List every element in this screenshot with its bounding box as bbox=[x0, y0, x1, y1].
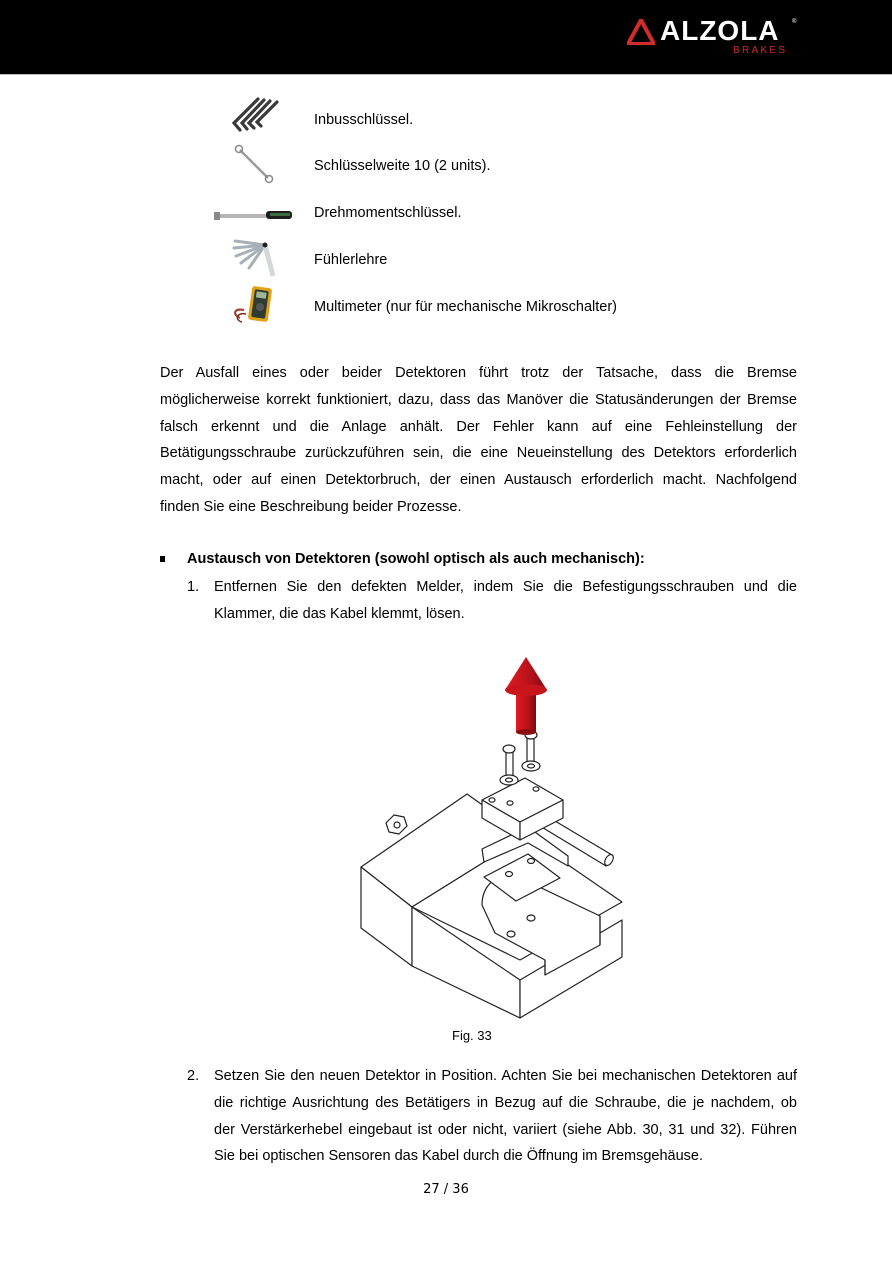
paragraph-line: möglicherweise korrekt funktioniert, dazu, dass das Manöver die Statusänderungen der Bremse bbox=[160, 391, 797, 408]
tool-label: Schlüsselweite 10 (2 units). bbox=[314, 158, 491, 174]
page-header bbox=[0, 0, 892, 74]
step-line: die richtige Ausrichtung des Betätigers in Bezug auf die Schraube, die je nachdem, ob bbox=[214, 1094, 797, 1111]
torque-wrench-icon bbox=[210, 192, 300, 236]
step-line: Klammer, die das Kabel klemmt, lösen. bbox=[214, 605, 465, 622]
logo-triangle-icon bbox=[627, 19, 655, 45]
brand-subtitle: BRAKES bbox=[733, 45, 788, 56]
figure-caption: Fig. 33 bbox=[452, 1028, 492, 1043]
step-number: 2. bbox=[187, 1068, 200, 1084]
allen-keys-icon bbox=[210, 96, 300, 140]
tool-item-multimeter bbox=[210, 284, 710, 328]
paragraph-line: macht, oder auf einen Detektorbruch, der einen Austausch erforderlich macht. Nachfolgend bbox=[160, 472, 797, 489]
tool-label: Multimeter (nur für mechanische Mikroschalter) bbox=[314, 299, 617, 315]
feeler-gauge-icon bbox=[210, 238, 300, 282]
section-heading: Austausch von Detektoren (sowohl optisch als auch mechanisch): bbox=[187, 551, 645, 567]
tool-item-allen-keys bbox=[210, 96, 710, 140]
tool-label: Inbusschlüssel. bbox=[314, 112, 414, 128]
paragraph-line: Der Ausfall eines oder beider Detektoren führt trotz der Tatsache, dass die Bremse bbox=[160, 365, 797, 381]
tool-item-wrench bbox=[210, 142, 710, 186]
tool-label: Fühlerlehre bbox=[314, 252, 388, 268]
step-line: Setzen Sie den neuen Detektor in Position. Achten Sie bei mechanischen Detektoren auf bbox=[214, 1068, 797, 1084]
step-line: Entfernen Sie den defekten Melder, indem Sie die Befestigungsschrauben und die bbox=[214, 579, 797, 595]
paragraph-line: finden Sie eine Beschreibung beider Prozesse. bbox=[160, 498, 462, 515]
page-number: 27 / 36 bbox=[423, 1182, 469, 1197]
tool-item-torque-wrench bbox=[210, 192, 710, 236]
paragraph-line: Betätigungsschraube zurückzuführen sein, die eine Neueinstellung des Detektors erforderlich bbox=[160, 445, 797, 462]
step-line: Sie bei optischen Sensoren das Kabel durch die Öffnung im Bremsgehäuse. bbox=[214, 1148, 704, 1165]
brand-name: ALZOLA bbox=[660, 15, 780, 46]
header-divider bbox=[0, 74, 892, 75]
paragraph-line: falsch erkennt und die Anlage anhält. Der Fehler kann auf eine Fehleinstellung der bbox=[160, 418, 797, 435]
detector-replacement-figure bbox=[355, 652, 635, 1022]
registered-mark: ® bbox=[792, 19, 797, 25]
step-1-text bbox=[214, 574, 797, 628]
alzola-logo bbox=[627, 14, 799, 60]
bullet-square-icon bbox=[160, 556, 165, 562]
step-number: 1. bbox=[187, 579, 200, 595]
open-end-wrench-icon bbox=[210, 142, 300, 186]
step-line: der Verstärkerhebel eingebaut ist oder nicht, variiert (siehe Abb. 30, 31 und 32). Führen bbox=[214, 1121, 797, 1138]
step-2-text bbox=[214, 1063, 797, 1170]
multimeter-icon bbox=[210, 284, 300, 328]
tool-item-feeler-gauge bbox=[210, 238, 710, 282]
tool-label: Drehmomentschlüssel. bbox=[314, 205, 462, 221]
intro-paragraph bbox=[160, 360, 797, 521]
